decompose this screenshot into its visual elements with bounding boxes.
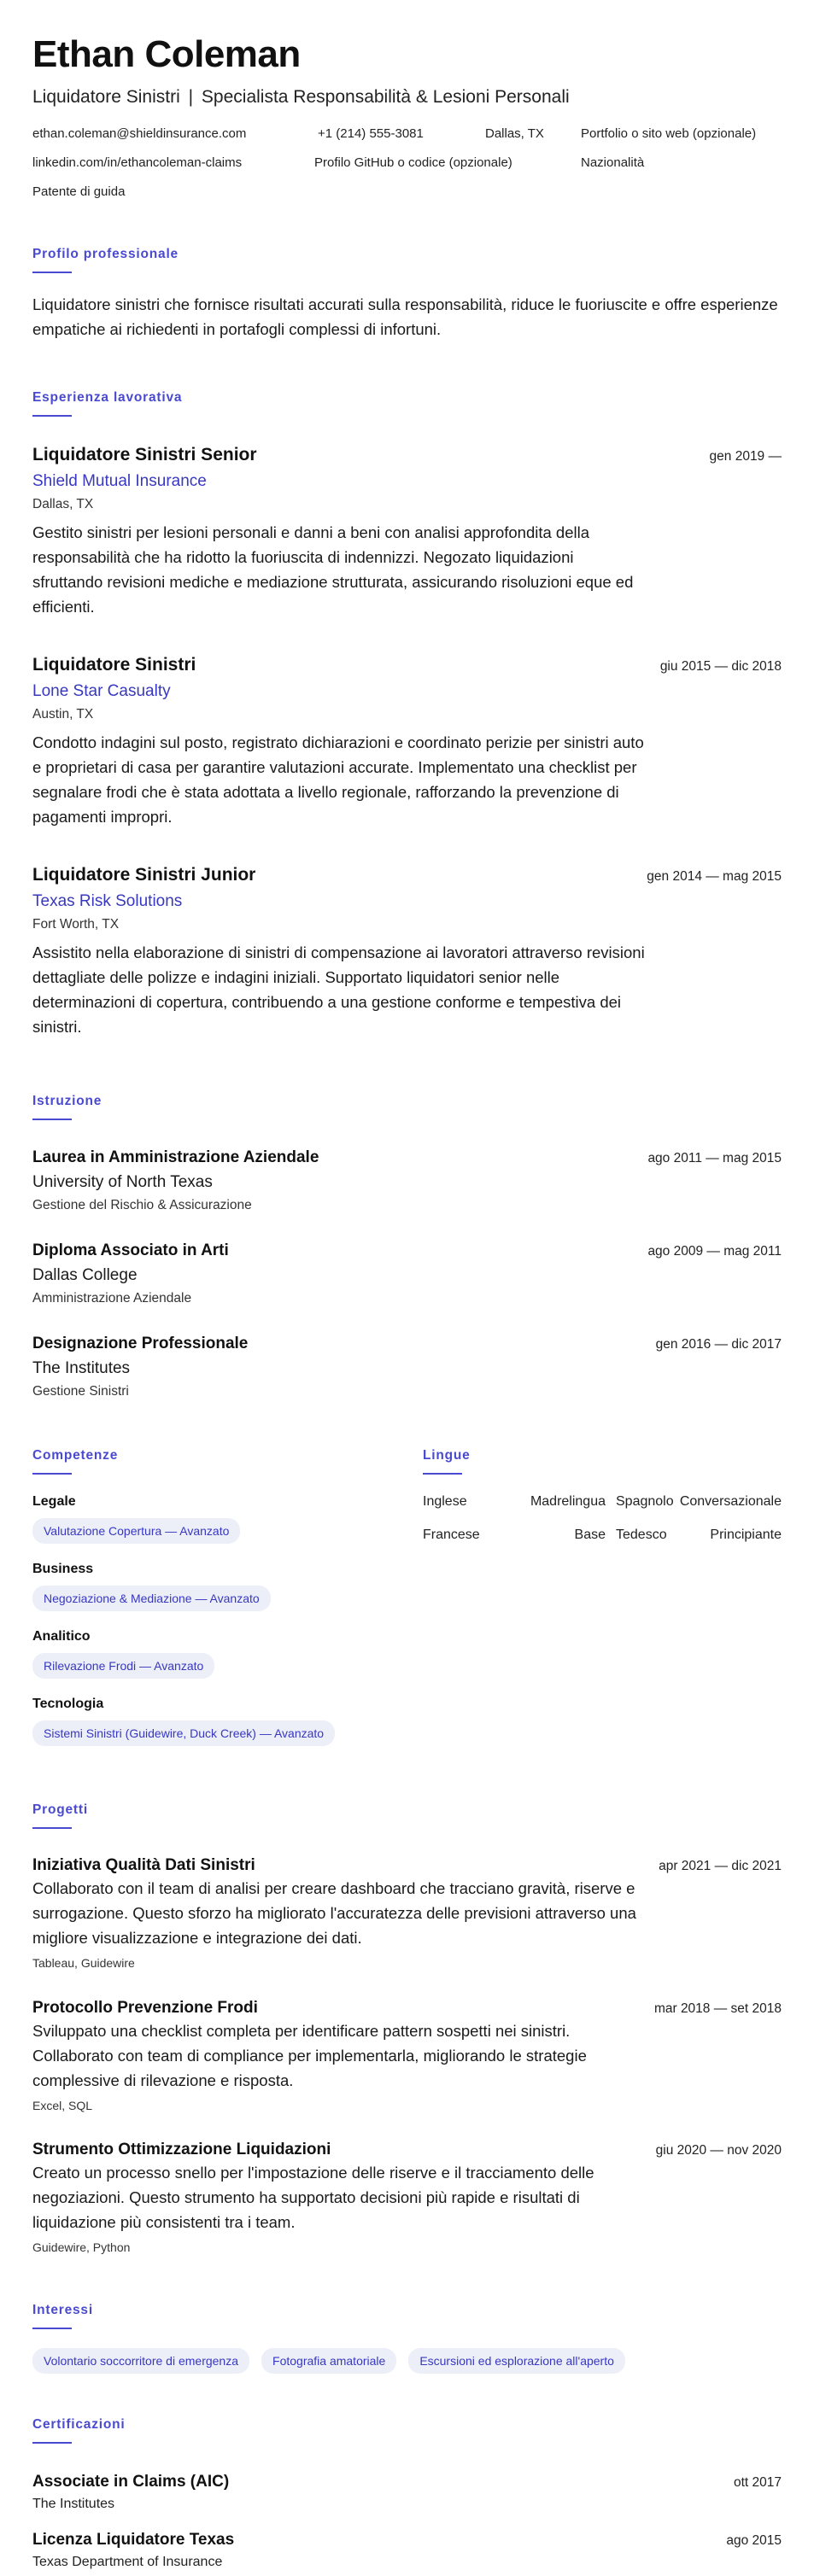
language-level: Conversazionale: [679, 1494, 782, 1509]
skill-chip: Sistemi Sinistri (Guidewire, Duck Creek) — Avanzato: [32, 1720, 335, 1746]
job-entry: [32, 443, 782, 619]
education-dates: ago 2009 — mag 2011: [647, 1244, 782, 1259]
language-name: Tedesco: [616, 1527, 667, 1542]
skill-group: [32, 1561, 423, 1611]
candidate-name: Ethan Coleman: [32, 33, 301, 75]
project-entry: [32, 1998, 782, 2113]
job-location: Austin, TX: [32, 707, 94, 721]
section-title-profile: Profilo professionale: [32, 247, 179, 261]
section-title-interests: Interessi: [32, 2303, 93, 2317]
education-entry: [32, 1148, 782, 1214]
education-school: University of North Texas: [32, 1173, 213, 1191]
language-row: [423, 1493, 782, 1510]
section-title-education: Istruzione: [32, 1094, 102, 1108]
candidate-subtitle: Specialista Responsabilità & Lesioni Personali: [201, 87, 570, 107]
project-dates: giu 2020 — nov 2020: [655, 2143, 782, 2158]
section-rule: [32, 1827, 72, 1829]
education-dates: ago 2011 — mag 2015: [647, 1151, 782, 1165]
education-degree: Designazione Professionale: [32, 1335, 249, 1352]
education-entry: [32, 1241, 782, 1307]
language-level: Principiante: [710, 1527, 782, 1542]
experience-section: [32, 389, 782, 417]
resume-header: [32, 32, 782, 109]
section-rule: [32, 2328, 72, 2329]
section-rule: [32, 2442, 72, 2444]
section-title-projects: Progetti: [32, 1802, 88, 1817]
section-title-languages: Lingue: [423, 1448, 471, 1463]
skill-category: Tecnologia: [32, 1697, 104, 1711]
interest-chip: Volontario soccorritore di emergenza: [32, 2348, 249, 2374]
education-dates: gen 2016 — dic 2017: [655, 1337, 782, 1352]
job-location: Dallas, TX: [32, 497, 94, 511]
job-dates: giu 2015 — dic 2018: [659, 659, 782, 674]
project-entry: [32, 1855, 782, 1971]
profile-summary: Liquidatore sinistri che fornisce risultati accurati sulla responsabilità, riduce le fuoriuscite e offre esperienze empatiche ai richiedenti in portafogli complessi di infortuni.: [32, 295, 778, 338]
job-company: Texas Risk Solutions: [32, 892, 183, 910]
job-entry: [32, 863, 782, 1039]
language-name: Francese: [423, 1527, 480, 1542]
section-rule: [32, 1119, 72, 1120]
skill-group: [32, 1696, 423, 1746]
skill-group: [32, 1493, 423, 1544]
job-description: Gestito sinistri per lesioni personali e danni a beni con analisi approfondita della responsabilità che ha ridotto la fuoriuscita di indennizzi. Negozato liquidazioni sfruttando revisioni mediche e mediazione strutturata, assicurando risoluzioni eque ed efficienti.: [32, 523, 634, 616]
candidate-headline: [32, 85, 782, 109]
language-name: Spagnolo: [616, 1494, 674, 1509]
job-dates: gen 2014 — mag 2015: [647, 869, 782, 884]
interest-chip: Fotografia amatoriale: [261, 2348, 396, 2374]
job-title: Liquidatore Sinistri Junior: [32, 865, 256, 885]
contact-github[interactable]: Profilo GitHub o codice (opzionale): [314, 155, 512, 170]
section-title-experience: Esperienza lavorativa: [32, 390, 183, 405]
job-entry: [32, 653, 782, 829]
section-rule: [32, 272, 72, 273]
contact-list: [32, 126, 782, 199]
language-level: Madrelingua: [530, 1494, 606, 1509]
certification-entry: [32, 2530, 782, 2571]
project-title: Iniziativa Qualità Dati Sinistri: [32, 1856, 255, 1874]
education-entry: [32, 1334, 782, 1400]
skill-category: Business: [32, 1562, 94, 1576]
interest-list: [32, 2348, 782, 2374]
job-dates: gen 2019 —: [709, 449, 782, 464]
project-entry: [32, 2140, 782, 2255]
project-technologies: Tableau, Guidewire: [32, 1956, 135, 1970]
language-level: Base: [574, 1527, 606, 1542]
job-description: Assistito nella elaborazione di sinistri di compensazione ai lavoratori attraverso revisioni dettagliate delle polizze e indagini iniziali. Supportato liquidatori senior nelle determinazioni di copertura, contribuendo a una gestione conforme e tempestiva dei sinistri.: [32, 943, 645, 1036]
job-description: Condotto indagini sul posto, registrato dichiarazioni e coordinato perizie per sinistri auto e proprietari di casa per garantire valutazioni accurate. Implementato una checklist per segnalare frodi che è stata adottata a livello regionale, rafforzando la prevenzione di pagamenti impropri.: [32, 733, 644, 826]
job-title: Liquidatore Sinistri: [32, 655, 196, 675]
certification-name: Licenza Liquidatore Texas: [32, 2531, 235, 2549]
languages-section: [423, 1447, 782, 1746]
contact-phone[interactable]: +1 (214) 555-3081: [318, 126, 424, 141]
skill-chip: Valutazione Copertura — Avanzato: [32, 1518, 240, 1544]
skills-languages-row: [32, 1447, 782, 1746]
skills-section: [32, 1447, 423, 1746]
section-rule: [32, 1473, 72, 1475]
section-title-skills: Competenze: [32, 1448, 119, 1463]
education-school: The Institutes: [32, 1359, 131, 1377]
education-school: Dallas College: [32, 1266, 138, 1284]
project-technologies: Guidewire, Python: [32, 2240, 131, 2254]
project-description: Collaborato con il team di analisi per creare dashboard che tracciano gravità, riserve e surrogazione. Questo sforzo ha migliorato l'accuratezza delle previsioni attraverso una migliore visualizzazione e integrazione dei dati.: [32, 1879, 636, 1947]
skill-chip: Rilevazione Frodi — Avanzato: [32, 1653, 214, 1679]
job-location: Fort Worth, TX: [32, 917, 120, 932]
certification-name: Associate in Claims (AIC): [32, 2473, 230, 2491]
certification-issuer: Texas Department of Insurance: [32, 2555, 223, 2569]
project-dates: mar 2018 — set 2018: [653, 2001, 782, 2016]
education-section: [32, 1093, 782, 1120]
headline-separator: |: [188, 87, 194, 107]
job-title: Liquidatore Sinistri Senior: [32, 445, 257, 464]
contact-location: Dallas, TX: [485, 126, 544, 141]
profile-section: [32, 246, 782, 342]
project-description: Sviluppato una checklist completa per identificare pattern sospetti nei sinistri. Collaborato con team di compliance per implementarla, migliorando le strategie complessive di rilevazione e risposta.: [32, 2022, 587, 2089]
project-title: Strumento Ottimizzazione Liquidazioni: [32, 2141, 331, 2158]
job-company: Shield Mutual Insurance: [32, 472, 207, 490]
section-rule: [423, 1473, 462, 1475]
interest-chip: Escursioni ed esplorazione all'aperto: [408, 2348, 625, 2374]
project-title: Protocollo Prevenzione Frodi: [32, 1999, 258, 2017]
language-name: Inglese: [423, 1494, 467, 1509]
certification-date: ott 2017: [733, 2475, 782, 2490]
contact-linkedin[interactable]: linkedin.com/in/ethancoleman-claims: [32, 155, 243, 170]
education-field: Gestione del Rischio & Assicurazione: [32, 1198, 252, 1212]
project-technologies: Excel, SQL: [32, 2099, 93, 2112]
education-degree: Diploma Associato in Arti: [32, 1241, 229, 1259]
skill-chip: Negoziazione & Mediazione — Avanzato: [32, 1586, 271, 1611]
skill-category: Analitico: [32, 1629, 91, 1644]
certification-issuer: The Institutes: [32, 2497, 115, 2511]
contact-nationality: Nazionalità: [581, 155, 645, 170]
contact-email[interactable]: ethan.coleman@shieldinsurance.com: [32, 126, 247, 141]
interests-section: [32, 2302, 782, 2374]
contact-driving-license: Patente di guida: [32, 184, 126, 199]
certification-date: ago 2015: [726, 2533, 782, 2548]
skill-category: Legale: [32, 1494, 76, 1509]
projects-section: [32, 1802, 782, 1829]
education-degree: Laurea in Amministrazione Aziendale: [32, 1148, 319, 1166]
certification-entry: [32, 2472, 782, 2513]
certifications-section: [32, 2416, 782, 2444]
contact-portfolio[interactable]: Portfolio o sito web (opzionale): [581, 126, 757, 141]
project-dates: apr 2021 — dic 2021: [659, 1859, 782, 1873]
section-rule: [32, 415, 72, 417]
section-title-certifications: Certificazioni: [32, 2417, 126, 2432]
project-description: Creato un processo snello per l'impostazione delle riserve e il tracciamento delle negoziazioni. Questo strumento ha supportato decisioni più rapide e risultati di liquidazione più consistenti tra i team.: [32, 2164, 594, 2231]
education-field: Amministrazione Aziendale: [32, 1291, 192, 1306]
education-field: Gestione Sinistri: [32, 1384, 129, 1399]
job-company: Lone Star Casualty: [32, 682, 171, 700]
candidate-title: Liquidatore Sinistri: [32, 87, 180, 107]
language-row: [423, 1527, 782, 1544]
skill-group: [32, 1628, 423, 1679]
